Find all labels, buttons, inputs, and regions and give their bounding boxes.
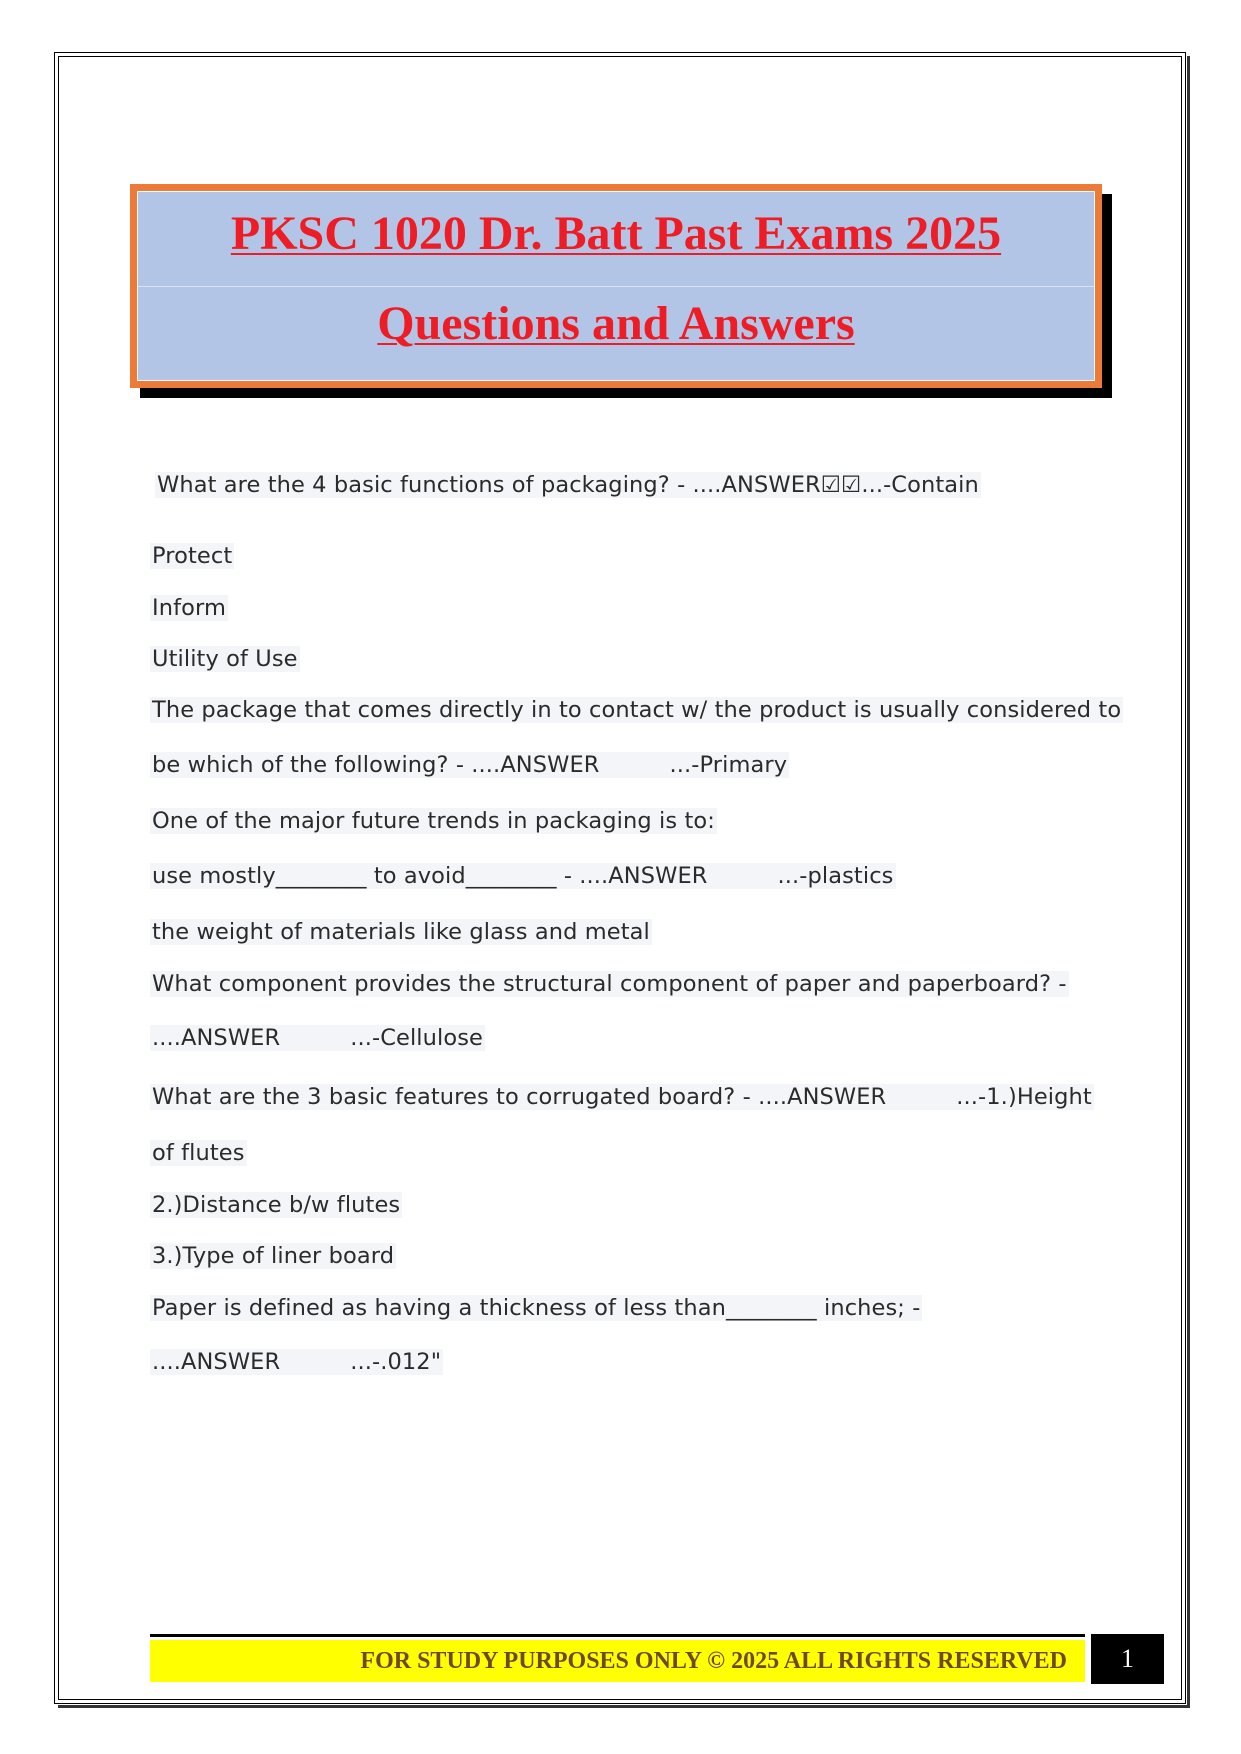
text-segment: Protect bbox=[152, 543, 233, 569]
text-segment: The package that comes directly in to contact w/ the product is usually considered to bbox=[152, 697, 1122, 723]
text-line bbox=[150, 541, 234, 571]
document-title-line-1: PKSC 1020 Dr. Batt Past Exams 2025 bbox=[230, 207, 1002, 260]
text-line bbox=[150, 644, 300, 674]
text-segment: What component provides the structural component of paper and paperboard? - bbox=[152, 971, 1067, 997]
answer-text: ...-1.)Height bbox=[956, 1084, 1092, 1110]
text-line bbox=[150, 917, 652, 947]
text-line bbox=[150, 1347, 443, 1377]
answer-prefix: use mostly________ to avoid________ - ....ANSWER bbox=[152, 863, 708, 889]
text-segment: 2.)Distance b/w flutes bbox=[152, 1192, 401, 1218]
text-segment bbox=[150, 863, 896, 889]
text-line bbox=[155, 470, 981, 500]
text-segment bbox=[150, 752, 789, 778]
answer-text: ...-Cellulose bbox=[350, 1025, 483, 1051]
text-segment bbox=[150, 1349, 443, 1375]
text-segment: the weight of materials like glass and metal bbox=[152, 919, 650, 945]
page-border-shadow bbox=[1187, 56, 1190, 1706]
answer-prefix: What are the 4 basic functions of packaging? - ....ANSWER bbox=[157, 472, 821, 498]
document-title-line-2: Questions and Answers bbox=[377, 297, 855, 350]
text-line bbox=[150, 1190, 402, 1220]
answer-text: ...-.012" bbox=[350, 1349, 442, 1375]
answer-prefix: ....ANSWER bbox=[152, 1349, 281, 1375]
text-segment: Inform bbox=[152, 595, 226, 621]
page-number-box bbox=[1091, 1634, 1164, 1684]
footer-rule bbox=[150, 1634, 1085, 1637]
text-segment: One of the major future trends in packaging is to: bbox=[152, 808, 715, 834]
page-border-shadow bbox=[58, 1705, 1190, 1708]
page-number: 1 bbox=[1121, 1644, 1134, 1673]
footer-text: FOR STUDY PURPOSES ONLY © 2025 ALL RIGHTS RESERVED bbox=[360, 1648, 1067, 1674]
footer-bar bbox=[150, 1640, 1085, 1682]
answer-prefix: ....ANSWER bbox=[152, 1025, 281, 1051]
text-line bbox=[150, 1023, 485, 1053]
text-line bbox=[150, 1082, 1094, 1112]
answer-prefix: What are the 3 basic features to corrugated board? - ....ANSWER bbox=[152, 1084, 887, 1110]
text-segment: Paper is defined as having a thickness of less than________ inches; - bbox=[152, 1295, 921, 1321]
title-box-inner bbox=[137, 191, 1095, 381]
title-box bbox=[130, 184, 1102, 388]
text-line bbox=[150, 1241, 396, 1271]
checkbox-glyphs: ☑☑ bbox=[820, 472, 862, 498]
text-segment: of flutes bbox=[152, 1140, 245, 1166]
text-line bbox=[150, 969, 1069, 999]
text-line bbox=[150, 593, 228, 623]
text-line bbox=[150, 750, 789, 780]
text-segment bbox=[155, 472, 981, 498]
text-line bbox=[150, 1293, 922, 1323]
answer-prefix: be which of the following? - ....ANSWER bbox=[152, 752, 600, 778]
text-segment: 3.)Type of liner board bbox=[152, 1243, 395, 1269]
text-line bbox=[150, 806, 717, 836]
text-segment bbox=[150, 1025, 485, 1051]
title-divider bbox=[138, 286, 1094, 287]
text-line bbox=[150, 861, 896, 891]
text-segment bbox=[150, 1084, 1094, 1110]
answer-text: ...-plastics bbox=[777, 863, 894, 889]
answer-text: ...-Contain bbox=[861, 472, 979, 498]
text-segment: Utility of Use bbox=[152, 646, 298, 672]
text-line bbox=[150, 695, 1123, 725]
answer-text: ...-Primary bbox=[669, 752, 788, 778]
text-line bbox=[150, 1138, 247, 1168]
